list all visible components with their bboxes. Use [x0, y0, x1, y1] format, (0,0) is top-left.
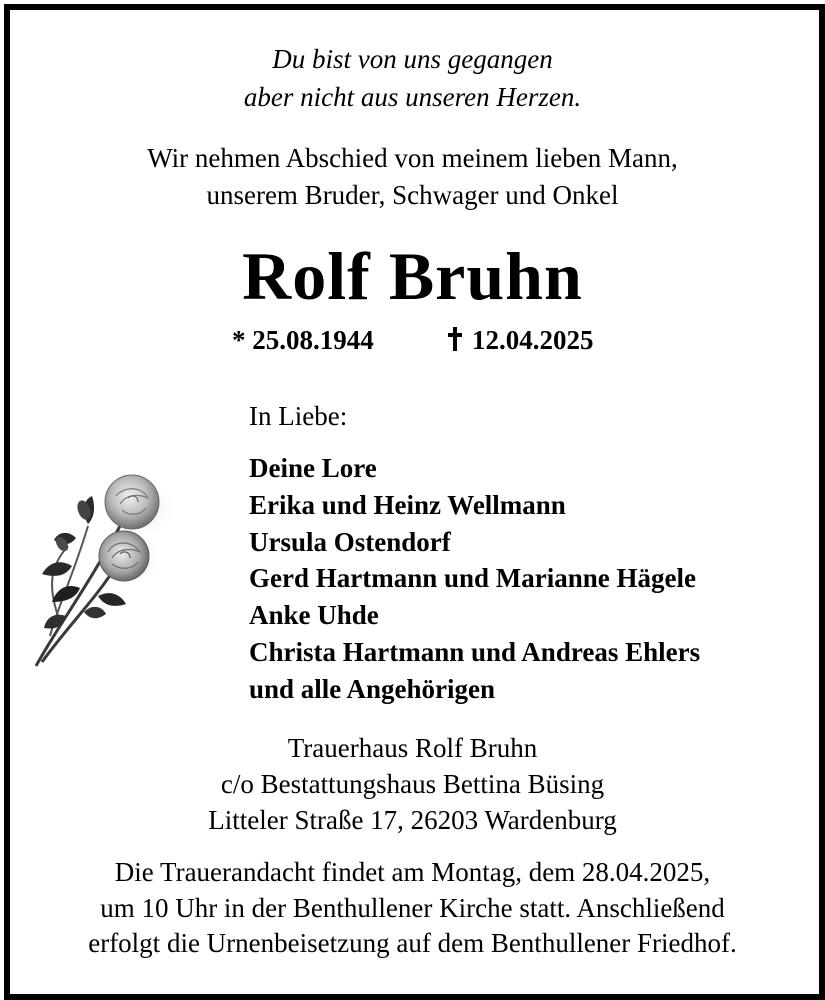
- birth-date: * 25.08.1944: [232, 325, 374, 355]
- funeral-home-address: [10, 730, 815, 838]
- intro-line-1: Wir nehmen Abschied von meinem lieben Mann,: [147, 143, 678, 173]
- service-line-2: um 10 Uhr in der Benthullener Kirche statt. Anschließend: [100, 892, 725, 923]
- service-line-1: Die Trauerandacht findet am Montag, dem 28.04.2025,: [114, 857, 711, 887]
- mourner-name: Anke Uhde: [249, 600, 379, 631]
- intro-text: [10, 140, 815, 214]
- service-line-3: erfolgt die Urnenbeisetzung auf dem Benthullener Friedhof.: [88, 928, 737, 958]
- death-date-group: [448, 322, 594, 358]
- mourner-name: Ursula Ostendorf: [249, 526, 451, 557]
- mourners-label: In Liebe:: [249, 401, 348, 431]
- address-line-2: c/o Bestattungshaus Bettina Büsing: [220, 769, 605, 799]
- intro-line-2: unserem Bruder, Schwager und Onkel: [206, 180, 619, 210]
- motto: [10, 40, 815, 116]
- motto-line-1: Du bist von uns gegangen: [272, 44, 553, 74]
- rose-image: [28, 466, 178, 676]
- cross-icon: [448, 327, 462, 351]
- mourner-name: Christa Hartmann und Andreas Ehlers: [249, 636, 701, 667]
- address-line-1: Trauerhaus Rolf Bruhn: [287, 733, 538, 763]
- death-date: 12.04.2025: [472, 325, 594, 355]
- deceased-name: Rolf Bruhn: [242, 238, 583, 314]
- service-info: [10, 855, 815, 962]
- mourner-list: [249, 450, 700, 708]
- mourner-name: Erika und Heinz Wellmann: [249, 489, 566, 520]
- address-line-3: Litteler Straße 17, 26203 Wardenburg: [208, 805, 617, 835]
- mourner-name: Deine Lore: [249, 453, 377, 483]
- mourner-name: und alle Angehörigen: [249, 673, 496, 704]
- motto-line-2: aber nicht aus unseren Herzen.: [243, 82, 582, 112]
- mourner-name: Gerd Hartmann und Marianne Hägele: [249, 563, 696, 594]
